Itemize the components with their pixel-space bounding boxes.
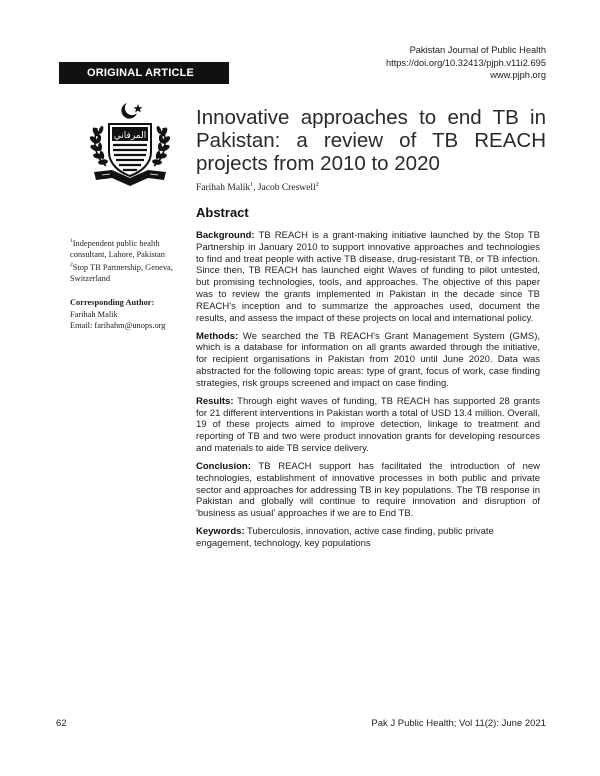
author-name: Jacob Creswell	[257, 183, 316, 194]
page-number: 62	[56, 718, 67, 729]
abstract-keywords: Keywords: Tuberculosis, innovation, active case finding, public private engagement, technology, key populations	[196, 526, 494, 549]
shield-icon	[109, 124, 151, 176]
author-name: Farihah Malik	[196, 183, 251, 194]
journal-info	[386, 44, 546, 82]
journal-doi[interactable]: https://doi.org/10.32413/pjph.v11i2.695	[385, 57, 546, 68]
journal-name: Pakistan Journal of Public Health	[409, 45, 546, 55]
affiliation-item: $^2$Stop TB Partnership, Geneva, Switzerland	[70, 262, 173, 284]
corresponding-author-email[interactable]: Email: farihahm@unops.org	[70, 320, 166, 330]
author-affiliation-mark: 2	[315, 182, 319, 188]
star-crescent-icon	[121, 103, 142, 119]
abstract-methods: Methods: We searched the TB REACH's Grant Management System (GMS), which is a database for information on all grants awarded through the initiative, for recipient organisations in Pakistan from 2010 until June 2020. Data was abstracted for the following topic areas: type of grant, focus of work, case finding strategies, risk groups screened and impact on case finding.	[196, 330, 540, 389]
author-list: Farihah Malik$^1$, Jacob Creswell$^2$	[196, 182, 319, 194]
journal-website[interactable]: www.pjph.org	[490, 70, 546, 80]
article-type-badge: ORIGINAL ARTICLE	[59, 62, 229, 84]
article-title: Innovative approaches to end TB in Pakistan: a review of TB REACH projects from 2010 to 2020	[196, 106, 546, 175]
author-affiliation-mark: 1	[250, 182, 254, 188]
abstract-conclusion: Conclusion: TB REACH support has facilitated the introduction of new technologies, establishment of innovative processes in both public and private sector and approaches for addressing TB in key populations. The TB response in Pakistan and globally will continue to require innovation and disruption of 'business as usual' approaches if we are to End TB.	[196, 460, 541, 520]
footer-citation: Pak J Public Health; Vol 11(2): June 2021	[371, 718, 546, 729]
corresponding-author-label: Corresponding Author:	[70, 298, 155, 308]
university-crest-icon	[80, 100, 180, 190]
corresponding-author-name: Farihah Malik	[70, 309, 118, 319]
affiliation-item: $^1$Independent public health consultant, Lahore, Pakistan	[70, 238, 165, 259]
abstract-results: Results: Through eight waves of funding, TB REACH has supported 28 grants for 21 different interventions in Pakistan worth a total of USD 13.4 million. Overall, 19 of these projects aimed to improve detection, linkage to treatment and reporting of TB and two were product innovation grants for developing resources and materials to aide TB service delivery.	[196, 395, 540, 454]
abstract-background: Background: TB REACH is a grant-making initiative launched by the Stop TB Partnership in January 2010 to support innovative approaches and technologies to find and treat people with active TB disease, drug-resistant TB, or TB infection. Since then, TB REACH has launched eight Waves of funding to pilot untested, but promising technologies, tools, and approaches. The objective of this paper was to review the grants implemented in Pakistan in the decade since TB REACH's inception and to summarize the approaches used, document the results, and assess the impact of these projects on local and international policy.	[196, 230, 540, 324]
abstract-body	[196, 230, 540, 556]
crest-script-text: المرفاني	[113, 131, 147, 141]
sidebar-affiliations	[70, 236, 188, 331]
abstract-heading: Abstract	[196, 205, 249, 220]
